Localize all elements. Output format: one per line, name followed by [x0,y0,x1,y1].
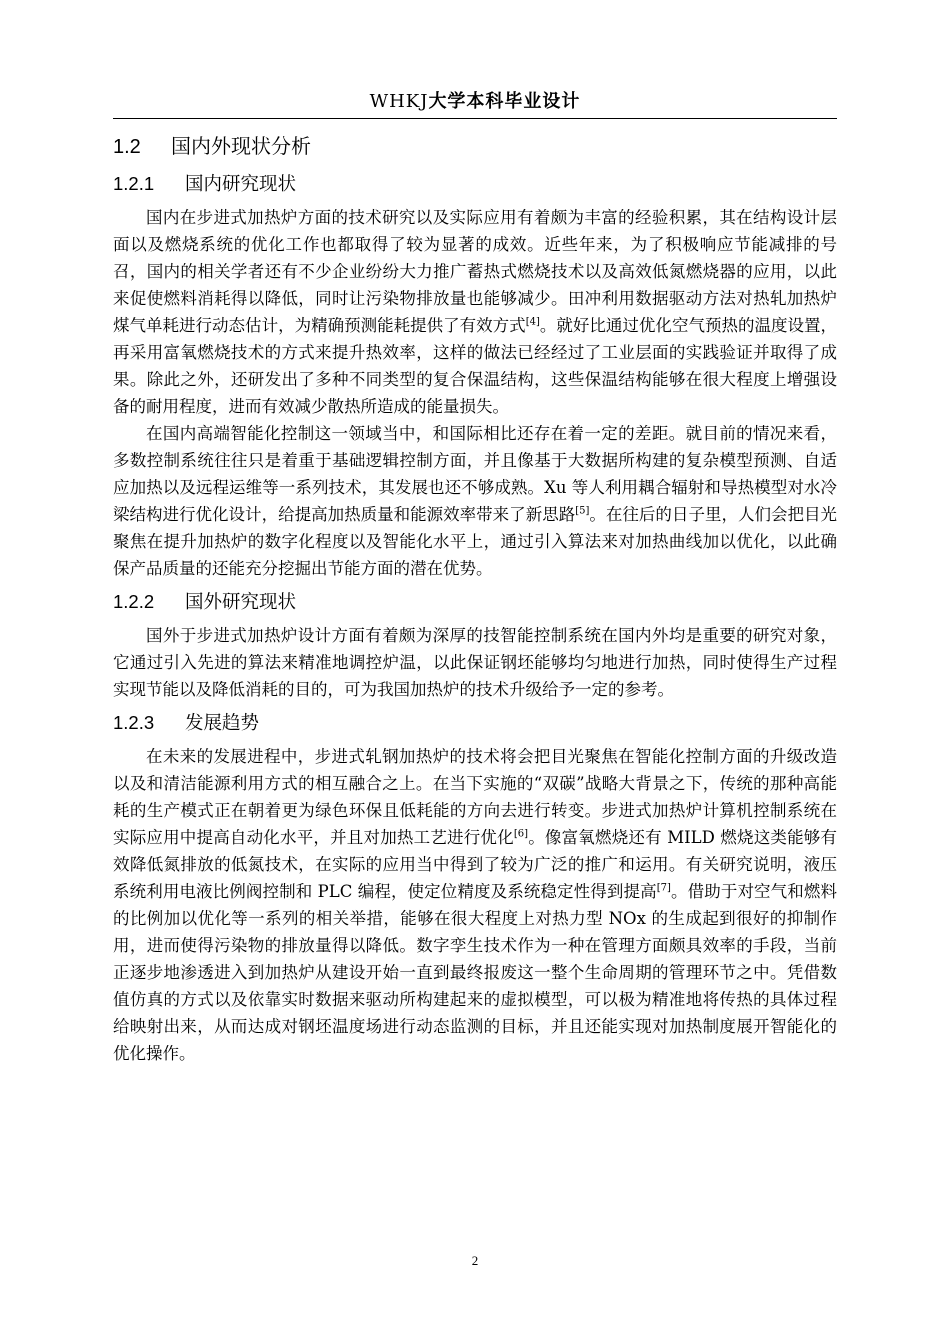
subsection-title: 国外研究现状 [185,592,297,613]
subsection-title: 国内研究现状 [185,174,297,195]
page-header [113,86,837,118]
citation: [6] [513,828,528,840]
subsection-number: 1.2.3 [113,712,155,733]
header-left-text: WHKJ [369,91,429,112]
paragraph-text: 。在往后的日子里，人们会把目光聚焦在提升加热炉的数字化程度以及智能化水平上，通过引入算法来对加热曲线加以优化，以此确保产品质量的还能充分挖掘出节能方面的潜在优势。 [113,505,838,578]
paragraph-text: 。像富氧燃烧还有 MILD 燃烧这类能够有效降低氮排放的低氮技术，在实际的应用当中得到了较为广泛的推广和运用。有关研究说明，液压系统利用电液比例阀控制和 PLC 编程，使定位精度及系统稳定性得到提高 [113,828,838,901]
paragraph-text: 。就好比通过优化空气预热的温度设置，再采用富氧燃烧技术的方式来提升热效率，这样的做法已经经过了工业层面的实践验证并取得了成果。除此之外，还研发出了多种不同类型的复合保温结构，这些保温结构能够在很大程度上增强设备的耐用程度，进而有效减少散热所造成的能量损失。 [113,316,838,416]
paragraph-domestic-2 [113,420,837,582]
paragraph-text: 在未来的发展进程中，步进式轧钢加热炉的技术将会把目光聚焦在智能化控制方面的升级改造以及和清洁能源利用方式的相互融合之上。在当下实施的“双碳”战略大背景之下，传统的那种高能耗的生产模式正在朝着更为绿色环保且低耗能的方向去进行转变。步进式加热炉计算机控制系统在实际应用中提高自动化水平，并且对加热工艺进行优化 [113,747,837,847]
citation: [7] [656,882,671,894]
page-number: 2 [471,1253,479,1268]
citation: [4] [525,316,540,328]
paragraph-text: 国外于步进式加热炉设计方面有着颇为深厚的技智能控制系统在国内外均是重要的研究对象，它通过引入先进的算法来精准地调控炉温，以此保证钢坯能够均匀地进行加热，同时使得生产过程实现节能以及降低消耗的目的，可为我国加热炉的技术升级给予一定的参考。 [113,626,837,699]
section-number: 1.2 [113,136,141,158]
paragraph-domestic-1 [113,204,837,420]
subsection-title: 发展趋势 [185,713,260,734]
subsection-heading-trends [113,707,837,739]
header-rule [113,118,837,119]
header-title: 大学本科毕业设计 [428,91,581,112]
main-content [113,128,837,1067]
section-heading [113,128,837,164]
paragraph-text: 国内在步进式加热炉方面的技术研究以及实际应用有着颇为丰富的经验积累，其在结构设计层面以及燃烧系统的优化工作也都取得了较为显著的成效。近些年来，为了积极响应节能减排的号召，国内的相关学者还有不少企业纷纷大力推广蓄热式燃烧技术以及高效低氮燃烧器的应用，以此来促使燃料消耗得以降低，同时让污染物排放量也能够减少。田冲利用数据驱动方法对热轧加热炉煤气单耗进行动态估计，为精确预测能耗提供了有效方式 [113,208,837,335]
paragraph-text: 在国内高端智能化控制这一领域当中，和国际相比还存在着一定的差距。就目前的情况来看，多数控制系统往往只是着重于基础逻辑控制方面，并且像基于大数据所构建的复杂模型预测、自适应加热以及远程运维等一系列技术，其发展也还不够成熟。Xu 等人利用耦合辐射和导热模型对水冷梁结构进行优化设计，给提高加热质量和能源效率带来了新思路 [113,424,837,524]
subsection-heading-foreign [113,586,837,618]
subsection-heading-domestic [113,168,837,200]
paragraph-foreign-1 [113,622,837,703]
paragraph-text: 。借助于对空气和燃料的比例加以优化等一系列的相关举措，能够在很大程度上对热力型 NOx 的生成起到很好的抑制作用，进而使得污染物的排放量得以降低。数字孪生技术作为一种在管理方面颇具效率的手段，当前正逐步地渗透进入到加热炉从建设开始一直到最终报废这一整个生命周期的管理环节之中。凭借数值仿真的方式以及依靠实时数据来驱动所构建起来的虚拟模型，可以极为精准地将传热的具体过程给映射出来，从而达成对钢坯温度场进行动态监测的目标，并且还能实现对加热制度展开智能化的优化操作。 [113,882,837,1063]
section-title: 国内外现状分析 [171,134,311,158]
subsection-number: 1.2.2 [113,591,155,612]
paragraph-trends-1 [113,743,837,1067]
citation: [5] [575,505,590,517]
subsection-number: 1.2.1 [113,173,155,194]
